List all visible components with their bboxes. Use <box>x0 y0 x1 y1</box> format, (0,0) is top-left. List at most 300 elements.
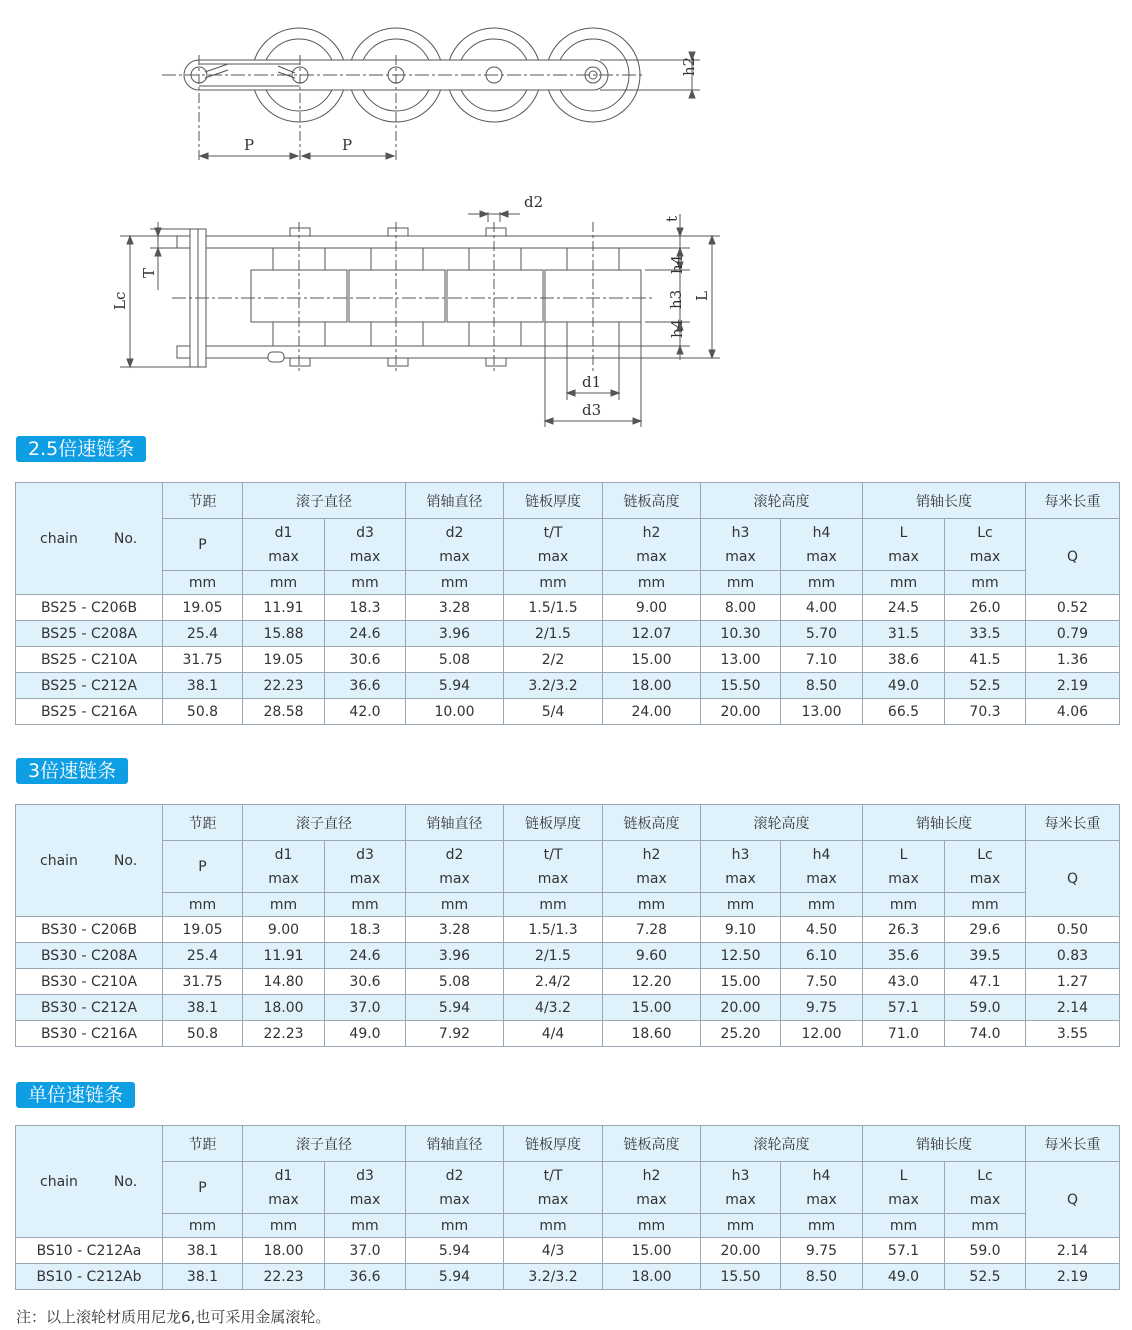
col-max: max <box>537 548 569 565</box>
value-cell: 15.88 <box>243 621 325 647</box>
table-row <box>16 995 1120 1021</box>
value-cell: 4/3 <box>504 1238 603 1264</box>
group-header-pin_dia: 销轴直径 <box>406 483 504 519</box>
group-header-pin_len: 销轴长度 <box>863 483 1026 519</box>
unit-mm: mm <box>863 1214 945 1238</box>
table-row <box>16 1238 1120 1264</box>
value-cell: 19.05 <box>163 917 243 943</box>
col-header-Q: Q <box>1026 519 1120 595</box>
chain-top-view <box>111 193 720 427</box>
col-symbol: h3 <box>731 524 750 541</box>
table-row <box>16 969 1120 995</box>
unit-mm: mm <box>863 893 945 917</box>
table-row <box>16 1021 1120 1047</box>
unit-mm: mm <box>406 893 504 917</box>
unit-mm: mm <box>504 893 603 917</box>
chain-no-header <box>16 483 163 595</box>
col-max: max <box>806 548 837 565</box>
col-max: max <box>969 548 1001 565</box>
col-symbol: Lc <box>977 1167 993 1184</box>
group-header-plate_h: 链板高度 <box>603 805 701 841</box>
chain-no-cell: BS10 - C212Ab <box>16 1264 163 1290</box>
col-symbol: h2 <box>642 1167 661 1184</box>
value-cell: 1.5/1.3 <box>504 917 603 943</box>
col-symbol: d1 <box>274 524 293 541</box>
col-header-Q: Q <box>1026 1162 1120 1238</box>
value-cell: 49.0 <box>325 1021 406 1047</box>
value-cell: 7.28 <box>603 917 701 943</box>
group-header-weight: 每米长重 <box>1026 805 1120 841</box>
value-cell: 10.30 <box>701 621 781 647</box>
table-row <box>16 647 1120 673</box>
value-cell: 24.6 <box>325 943 406 969</box>
value-cell: 31.75 <box>163 969 243 995</box>
col-max: max <box>888 870 919 887</box>
col-symbol: d2 <box>445 524 464 541</box>
value-cell: 2.19 <box>1026 673 1120 699</box>
chain-no-header <box>16 1126 163 1238</box>
col-symbol: h3 <box>731 1167 750 1184</box>
col-symbol: h4 <box>812 1167 831 1184</box>
unit-mm: mm <box>243 1214 325 1238</box>
value-cell: 37.0 <box>325 1238 406 1264</box>
unit-mm: mm <box>163 1214 243 1238</box>
col-header-d3 <box>325 519 406 571</box>
col-symbol: h4 <box>812 524 831 541</box>
group-header-wheel_h: 滚轮高度 <box>701 483 863 519</box>
col-header-Lc <box>945 1162 1026 1214</box>
value-cell: 36.6 <box>325 673 406 699</box>
col-header-P: P <box>163 1162 243 1214</box>
value-cell: 50.8 <box>163 1021 243 1047</box>
col-symbol: d3 <box>356 846 374 863</box>
value-cell: 12.20 <box>603 969 701 995</box>
col-max: max <box>806 870 837 887</box>
value-cell: 2/1.5 <box>504 943 603 969</box>
value-cell: 39.5 <box>945 943 1026 969</box>
value-cell: 3.2/3.2 <box>504 1264 603 1290</box>
footnote: 注：以上滚轮材质用尼龙6,也可采用金属滚轮。 <box>16 1308 331 1326</box>
label-p2: P <box>342 136 353 154</box>
col-max: max <box>888 1191 919 1208</box>
col-header-L <box>863 841 945 893</box>
value-cell: 42.0 <box>325 699 406 725</box>
chain-no-cell: BS25 - C212A <box>16 673 163 699</box>
col-header-h4 <box>781 519 863 571</box>
unit-mm: mm <box>603 571 701 595</box>
col-header-d1 <box>243 519 325 571</box>
value-cell: 8.00 <box>701 595 781 621</box>
value-cell: 15.50 <box>701 673 781 699</box>
label-d1: d1 <box>582 373 602 391</box>
group-header-pitch: 节距 <box>163 483 243 519</box>
value-cell: 1.36 <box>1026 647 1120 673</box>
unit-mm: mm <box>701 571 781 595</box>
group-header-pin_len: 销轴长度 <box>863 1126 1026 1162</box>
value-cell: 3.96 <box>406 621 504 647</box>
value-cell: 36.6 <box>325 1264 406 1290</box>
value-cell: 7.92 <box>406 1021 504 1047</box>
no-label: No. <box>113 852 138 869</box>
value-cell: 9.10 <box>701 917 781 943</box>
group-header-roller: 滚子直径 <box>243 1126 406 1162</box>
value-cell: 2/2 <box>504 647 603 673</box>
unit-mm: mm <box>325 1214 406 1238</box>
value-cell: 5.94 <box>406 995 504 1021</box>
unit-mm: mm <box>701 893 781 917</box>
spec-table-1x <box>15 1125 1120 1290</box>
table-row <box>16 917 1120 943</box>
col-max: max <box>439 548 470 565</box>
value-cell: 3.2/3.2 <box>504 673 603 699</box>
col-header-Lc <box>945 841 1026 893</box>
value-cell: 0.79 <box>1026 621 1120 647</box>
value-cell: 5.94 <box>406 673 504 699</box>
label-d3: d3 <box>582 401 602 419</box>
col-header-d3 <box>325 1162 406 1214</box>
value-cell: 74.0 <box>945 1021 1026 1047</box>
label-h3: h3 <box>667 289 685 309</box>
col-header-tT <box>504 519 603 571</box>
value-cell: 10.00 <box>406 699 504 725</box>
value-cell: 22.23 <box>243 1264 325 1290</box>
col-symbol: L <box>899 846 908 863</box>
value-cell: 15.00 <box>603 647 701 673</box>
value-cell: 26.3 <box>863 917 945 943</box>
value-cell: 52.5 <box>945 1264 1026 1290</box>
value-cell: 9.00 <box>243 917 325 943</box>
unit-mm: mm <box>163 893 243 917</box>
value-cell: 47.1 <box>945 969 1026 995</box>
value-cell: 22.23 <box>243 1021 325 1047</box>
value-cell: 3.28 <box>406 595 504 621</box>
col-header-L <box>863 519 945 571</box>
label-p1: P <box>244 136 255 154</box>
unit-mm: mm <box>325 571 406 595</box>
group-header-pin_dia: 销轴直径 <box>406 1126 504 1162</box>
col-header-L <box>863 1162 945 1214</box>
col-header-h2 <box>603 841 701 893</box>
col-max: max <box>806 1191 837 1208</box>
value-cell: 49.0 <box>863 1264 945 1290</box>
value-cell: 37.0 <box>325 995 406 1021</box>
col-symbol: t/T <box>543 1167 563 1184</box>
value-cell: 12.50 <box>701 943 781 969</box>
unit-mm: mm <box>603 893 701 917</box>
chain-no-cell: BS10 - C212Aa <box>16 1238 163 1264</box>
value-cell: 19.05 <box>243 647 325 673</box>
group-header-weight: 每米长重 <box>1026 1126 1120 1162</box>
unit-mm: mm <box>163 571 243 595</box>
value-cell: 4/4 <box>504 1021 603 1047</box>
col-header-d2 <box>406 519 504 571</box>
value-cell: 52.5 <box>945 673 1026 699</box>
col-max: max <box>268 548 299 565</box>
value-cell: 29.6 <box>945 917 1026 943</box>
col-max: max <box>537 870 569 887</box>
label-h4-top: h4 <box>668 254 686 274</box>
col-max: max <box>636 548 667 565</box>
col-symbol: t/T <box>543 524 563 541</box>
chain-no-cell: BS30 - C208A <box>16 943 163 969</box>
no-label: No. <box>113 530 138 547</box>
value-cell: 49.0 <box>863 673 945 699</box>
value-cell: 2/1.5 <box>504 621 603 647</box>
chain-side-view <box>162 28 700 160</box>
value-cell: 15.00 <box>603 995 701 1021</box>
value-cell: 12.00 <box>781 1021 863 1047</box>
col-header-tT <box>504 1162 603 1214</box>
value-cell: 24.5 <box>863 595 945 621</box>
col-header-P: P <box>163 841 243 893</box>
value-cell: 41.5 <box>945 647 1026 673</box>
value-cell: 2.19 <box>1026 1264 1120 1290</box>
group-header-roller: 滚子直径 <box>243 805 406 841</box>
value-cell: 5/4 <box>504 699 603 725</box>
col-max: max <box>888 548 919 565</box>
label-h2: h2 <box>680 56 698 76</box>
unit-mm: mm <box>945 893 1026 917</box>
value-cell: 6.10 <box>781 943 863 969</box>
group-header-wheel_h: 滚轮高度 <box>701 1126 863 1162</box>
value-cell: 2.4/2 <box>504 969 603 995</box>
col-max: max <box>268 1191 299 1208</box>
col-header-h2 <box>603 1162 701 1214</box>
group-header-weight: 每米长重 <box>1026 483 1120 519</box>
value-cell: 35.6 <box>863 943 945 969</box>
value-cell: 15.00 <box>603 1238 701 1264</box>
value-cell: 4.06 <box>1026 699 1120 725</box>
col-header-d2 <box>406 1162 504 1214</box>
spec-table-2-5x <box>15 482 1120 725</box>
value-cell: 9.00 <box>603 595 701 621</box>
col-max: max <box>349 548 381 565</box>
value-cell: 15.50 <box>701 1264 781 1290</box>
value-cell: 26.0 <box>945 595 1026 621</box>
col-symbol: d1 <box>274 1167 293 1184</box>
table-row <box>16 621 1120 647</box>
col-header-Lc <box>945 519 1026 571</box>
col-symbol: d3 <box>356 524 374 541</box>
chain-no-cell: BS25 - C206B <box>16 595 163 621</box>
col-symbol: h4 <box>812 846 831 863</box>
value-cell: 4.00 <box>781 595 863 621</box>
value-cell: 18.00 <box>243 995 325 1021</box>
value-cell: 11.91 <box>243 943 325 969</box>
value-cell: 18.00 <box>603 1264 701 1290</box>
value-cell: 31.5 <box>863 621 945 647</box>
col-symbol: L <box>899 524 908 541</box>
value-cell: 66.5 <box>863 699 945 725</box>
label-d2: d2 <box>524 193 544 211</box>
table-row <box>16 595 1120 621</box>
col-header-h3 <box>701 1162 781 1214</box>
col-max: max <box>636 1191 667 1208</box>
chain-label: chain <box>40 1173 78 1190</box>
value-cell: 50.8 <box>163 699 243 725</box>
label-L: L <box>693 291 711 301</box>
value-cell: 30.6 <box>325 647 406 673</box>
unit-mm: mm <box>945 1214 1026 1238</box>
label-h4-bottom: h4 <box>668 318 686 338</box>
value-cell: 31.75 <box>163 647 243 673</box>
spec-table-3x <box>15 804 1120 1047</box>
col-header-P: P <box>163 519 243 571</box>
unit-mm: mm <box>504 571 603 595</box>
value-cell: 38.1 <box>163 673 243 699</box>
value-cell: 1.5/1.5 <box>504 595 603 621</box>
value-cell: 30.6 <box>325 969 406 995</box>
value-cell: 24.00 <box>603 699 701 725</box>
group-header-pitch: 节距 <box>163 1126 243 1162</box>
label-Lc: Lc <box>111 291 129 310</box>
col-symbol: d3 <box>356 1167 374 1184</box>
unit-mm: mm <box>504 1214 603 1238</box>
col-symbol: h3 <box>731 846 750 863</box>
unit-mm: mm <box>781 571 863 595</box>
col-header-d1 <box>243 1162 325 1214</box>
unit-mm: mm <box>863 571 945 595</box>
group-header-plate_thk: 链板厚度 <box>504 805 603 841</box>
value-cell: 3.28 <box>406 917 504 943</box>
value-cell: 0.52 <box>1026 595 1120 621</box>
col-header-d2 <box>406 841 504 893</box>
table-row <box>16 1264 1120 1290</box>
value-cell: 11.91 <box>243 595 325 621</box>
col-header-Q: Q <box>1026 841 1120 917</box>
value-cell: 22.23 <box>243 673 325 699</box>
value-cell: 38.1 <box>163 995 243 1021</box>
group-header-plate_h: 链板高度 <box>603 483 701 519</box>
col-symbol: Lc <box>977 846 993 863</box>
col-symbol: t/T <box>543 846 563 863</box>
value-cell: 5.94 <box>406 1238 504 1264</box>
unit-mm: mm <box>325 893 406 917</box>
group-header-wheel_h: 滚轮高度 <box>701 805 863 841</box>
chain-no-cell: BS25 - C208A <box>16 621 163 647</box>
value-cell: 20.00 <box>701 995 781 1021</box>
value-cell: 71.0 <box>863 1021 945 1047</box>
group-header-pitch: 节距 <box>163 805 243 841</box>
value-cell: 9.60 <box>603 943 701 969</box>
value-cell: 19.05 <box>163 595 243 621</box>
value-cell: 8.50 <box>781 1264 863 1290</box>
chain-label: chain <box>40 530 78 547</box>
value-cell: 20.00 <box>701 699 781 725</box>
value-cell: 25.4 <box>163 943 243 969</box>
value-cell: 18.00 <box>243 1238 325 1264</box>
unit-mm: mm <box>603 1214 701 1238</box>
label-T: T <box>140 267 158 278</box>
col-symbol: d2 <box>445 1167 464 1184</box>
value-cell: 5.08 <box>406 647 504 673</box>
col-header-d3 <box>325 841 406 893</box>
value-cell: 4.50 <box>781 917 863 943</box>
group-header-pin_len: 销轴长度 <box>863 805 1026 841</box>
label-t: t <box>663 215 681 222</box>
value-cell: 14.80 <box>243 969 325 995</box>
col-header-h4 <box>781 841 863 893</box>
chain-diagram <box>100 10 740 430</box>
value-cell: 57.1 <box>863 995 945 1021</box>
unit-mm: mm <box>243 893 325 917</box>
chain-no-cell: BS30 - C206B <box>16 917 163 943</box>
group-header-plate_thk: 链板厚度 <box>504 483 603 519</box>
value-cell: 0.50 <box>1026 917 1120 943</box>
unit-mm: mm <box>406 1214 504 1238</box>
chain-no-cell: BS30 - C212A <box>16 995 163 1021</box>
value-cell: 18.00 <box>603 673 701 699</box>
col-max: max <box>268 870 299 887</box>
chain-no-header <box>16 805 163 917</box>
group-header-plate_thk: 链板厚度 <box>504 1126 603 1162</box>
value-cell: 15.00 <box>701 969 781 995</box>
value-cell: 38.6 <box>863 647 945 673</box>
unit-mm: mm <box>406 571 504 595</box>
col-symbol: L <box>899 1167 908 1184</box>
value-cell: 33.5 <box>945 621 1026 647</box>
section-title-3x: 3倍速链条 <box>16 758 128 784</box>
col-header-h4 <box>781 1162 863 1214</box>
chain-no-cell: BS25 - C210A <box>16 647 163 673</box>
no-label: No. <box>113 1173 138 1190</box>
col-max: max <box>969 1191 1001 1208</box>
value-cell: 18.3 <box>325 595 406 621</box>
chain-no-cell: BS30 - C216A <box>16 1021 163 1047</box>
value-cell: 5.94 <box>406 1264 504 1290</box>
col-symbol: h2 <box>642 846 661 863</box>
col-max: max <box>636 870 667 887</box>
unit-mm: mm <box>701 1214 781 1238</box>
col-header-h3 <box>701 519 781 571</box>
value-cell: 3.55 <box>1026 1021 1120 1047</box>
value-cell: 57.1 <box>863 1238 945 1264</box>
value-cell: 24.6 <box>325 621 406 647</box>
group-header-plate_h: 链板高度 <box>603 1126 701 1162</box>
value-cell: 3.96 <box>406 943 504 969</box>
col-max: max <box>537 1191 569 1208</box>
value-cell: 5.70 <box>781 621 863 647</box>
value-cell: 0.83 <box>1026 943 1120 969</box>
value-cell: 20.00 <box>701 1238 781 1264</box>
col-header-d1 <box>243 841 325 893</box>
value-cell: 13.00 <box>781 699 863 725</box>
value-cell: 4/3.2 <box>504 995 603 1021</box>
value-cell: 5.08 <box>406 969 504 995</box>
value-cell: 38.1 <box>163 1264 243 1290</box>
value-cell: 12.07 <box>603 621 701 647</box>
col-symbol: h2 <box>642 524 661 541</box>
col-max: max <box>725 1191 756 1208</box>
table-row <box>16 699 1120 725</box>
value-cell: 18.3 <box>325 917 406 943</box>
unit-mm: mm <box>781 1214 863 1238</box>
value-cell: 2.14 <box>1026 995 1120 1021</box>
col-max: max <box>439 1191 470 1208</box>
unit-mm: mm <box>781 893 863 917</box>
value-cell: 7.50 <box>781 969 863 995</box>
col-max: max <box>349 1191 381 1208</box>
col-max: max <box>969 870 1001 887</box>
value-cell: 8.50 <box>781 673 863 699</box>
value-cell: 59.0 <box>945 1238 1026 1264</box>
value-cell: 70.3 <box>945 699 1026 725</box>
value-cell: 18.60 <box>603 1021 701 1047</box>
table-row <box>16 673 1120 699</box>
col-symbol: Lc <box>977 524 993 541</box>
table-row <box>16 943 1120 969</box>
value-cell: 7.10 <box>781 647 863 673</box>
